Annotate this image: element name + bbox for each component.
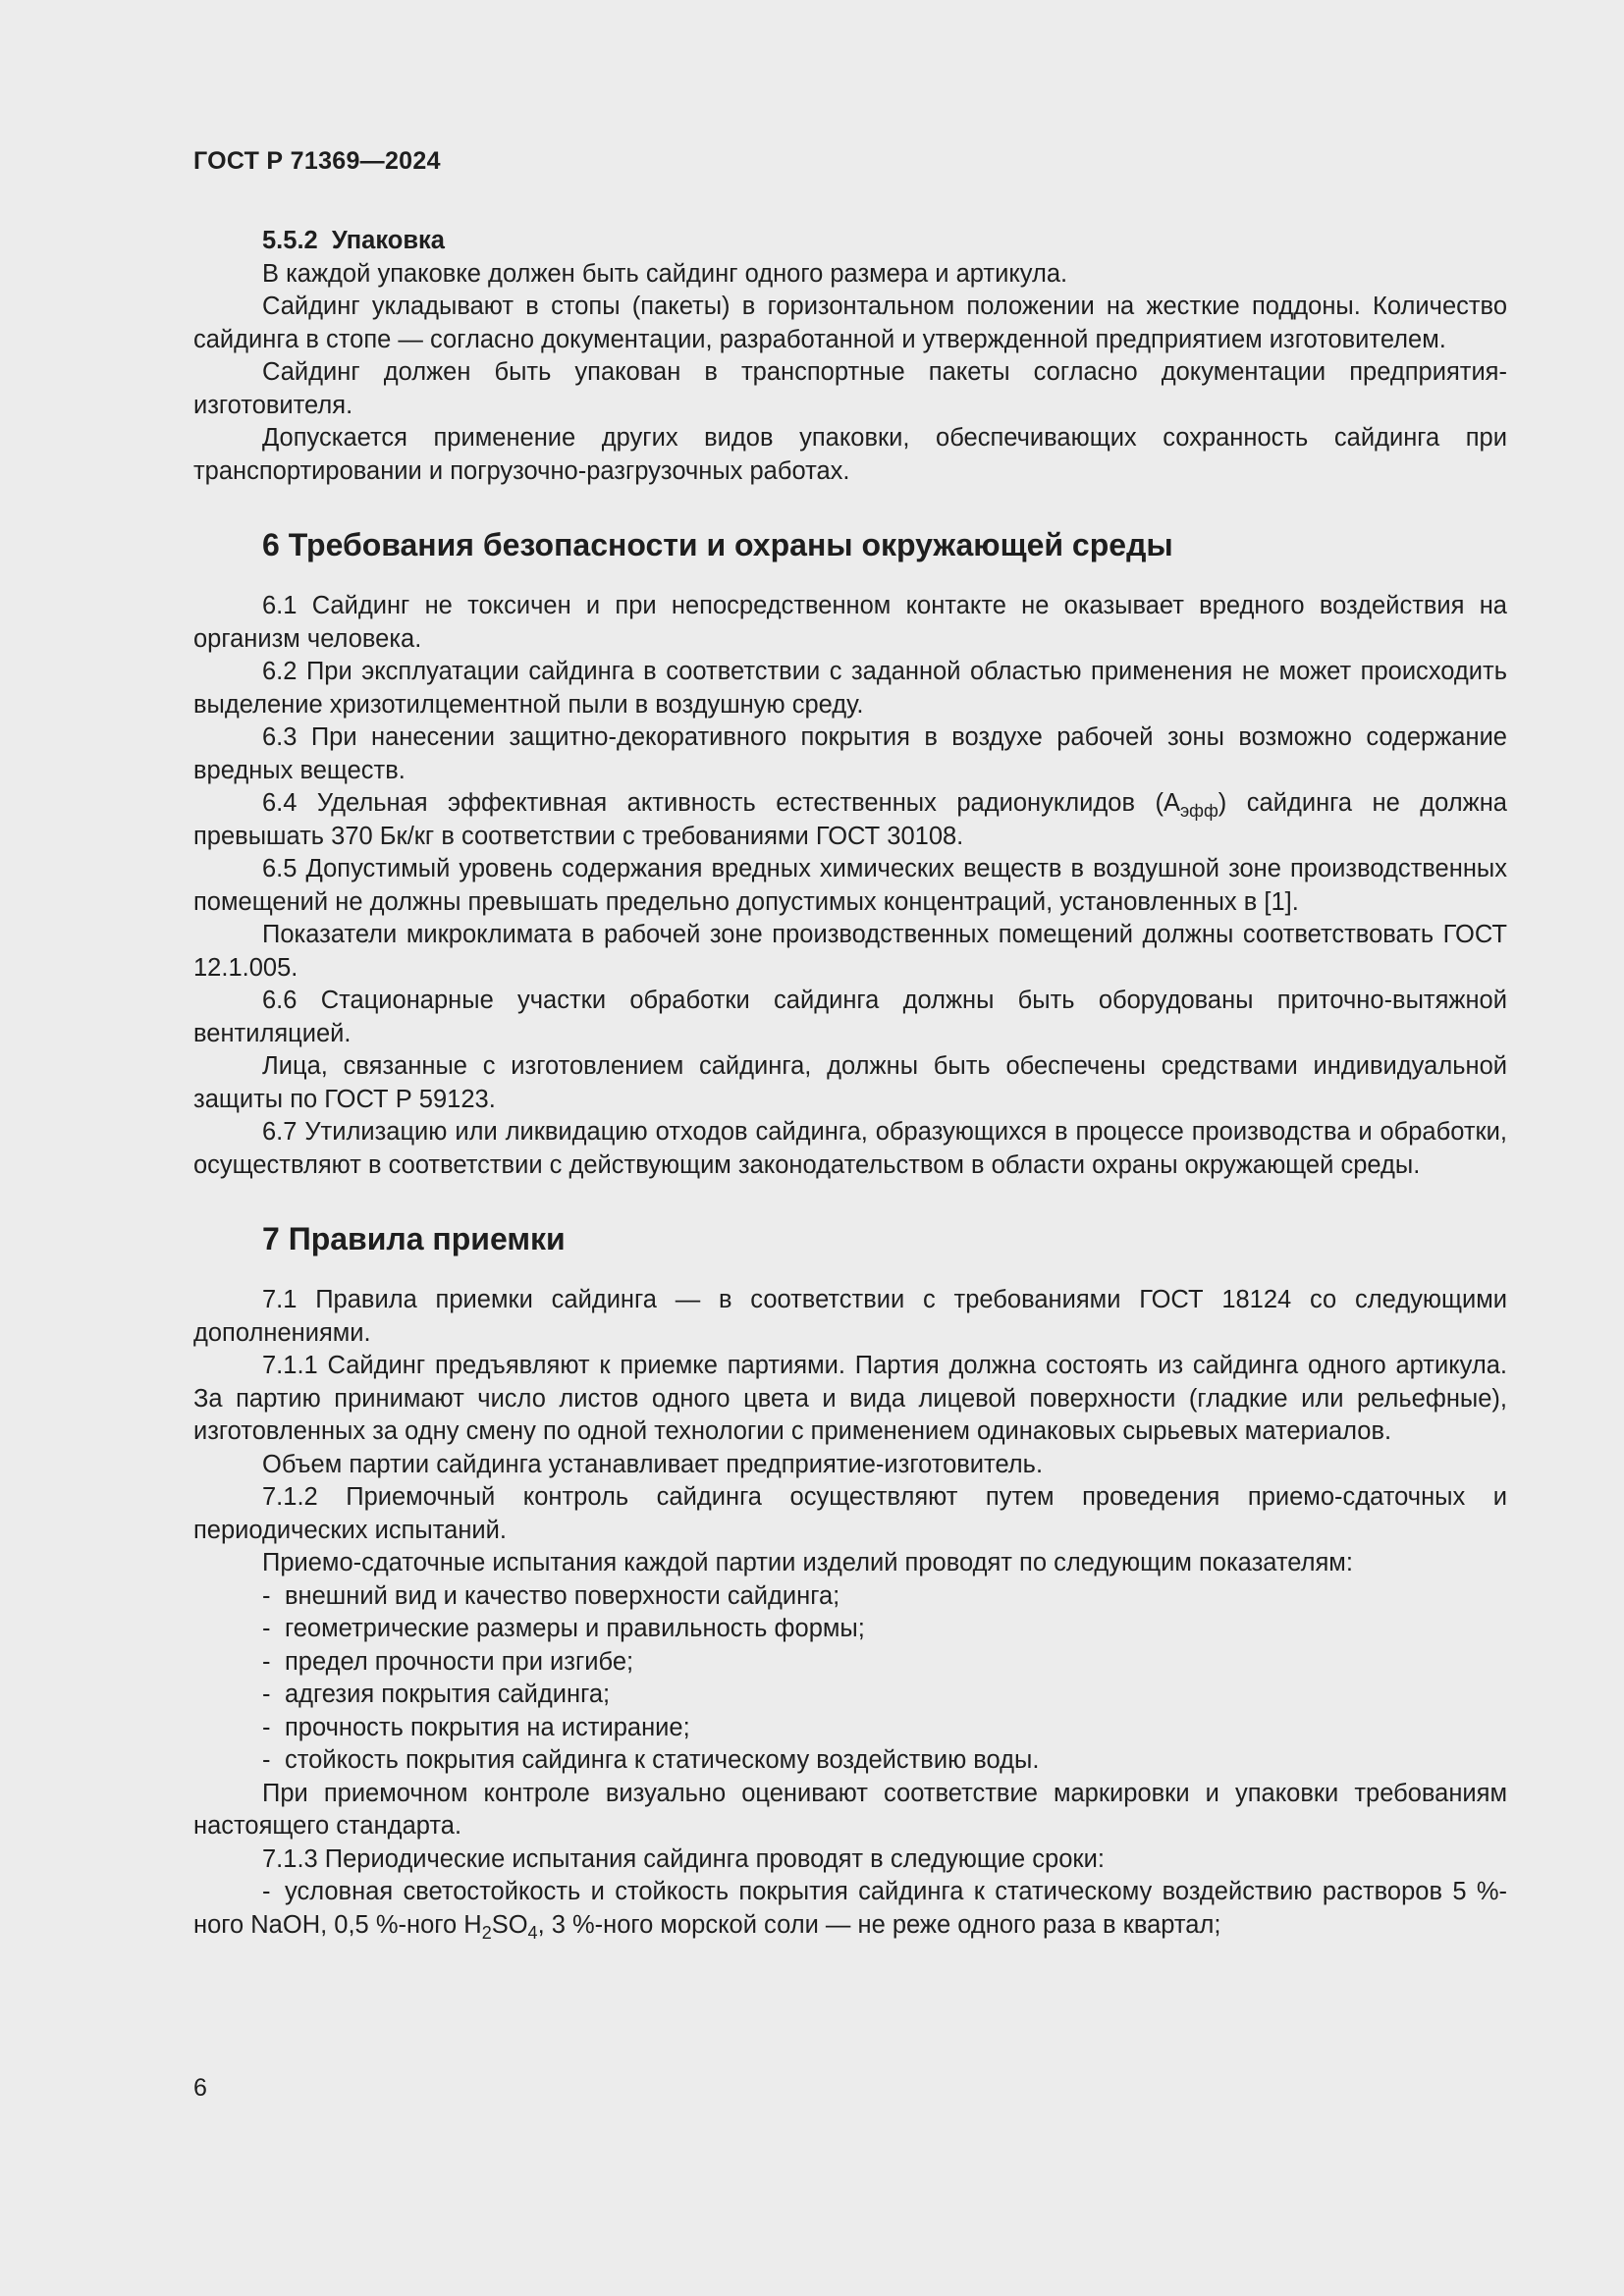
paragraph: При приемочном контроле визуально оценивают соответствие маркировки и упаковки требованиям настоящего стандарта. (193, 1779, 1507, 1840)
subscript: эфф (1179, 801, 1218, 821)
document-header: ГОСТ Р 71369—2024 (193, 147, 441, 175)
paragraph: 6.7 Утилизацию или ликвидацию отходов сайдинга, образующихся в процессе производства и обработки, осуществляют в соответствии с действующим законодательством в области охраны окружающей среды. (193, 1118, 1507, 1179)
paragraph: 6.6 Стационарные участки обработки сайдинга должны быть оборудованы приточно-вытяжной вентиляцией. (193, 987, 1507, 1047)
subscript: 4 (527, 1922, 538, 1943)
subsection-number: 5.5.2 (262, 227, 318, 254)
paragraph: 7.1.3 Периодические испытания сайдинга проводят в следующие сроки: (262, 1844, 1105, 1873)
list-item: - геометрические размеры и правильность формы; (262, 1615, 865, 1642)
text-run: SO (491, 1910, 528, 1939)
list-item: - адгезия покрытия сайдинга; (262, 1681, 611, 1708)
page-content (193, 225, 1507, 1942)
list-item-text: стойкость покрытия сайдинга к статическому воздействию воды. (285, 1746, 1040, 1774)
paragraph: Показатели микроклимата в рабочей зоне производственных помещений должны соответствовать ГОСТ 12.1.005. (193, 921, 1507, 982)
paragraph (193, 787, 1507, 853)
text-run: , 3 %-ного морской соли — не реже одного раза в квартал; (537, 1910, 1221, 1939)
paragraph: 6.2 При эксплуатации сайдинга в соответствии с заданной областью применения не может происходить выделение хризотилцементной пыли в воздушную среду. (193, 658, 1507, 719)
paragraph: 6.5 Допустимый уровень содержания вредных химических веществ в воздушной зоне производственных помещений не должны превышать предельно допустимых концентраций, установленных в [1]. (193, 855, 1507, 916)
paragraph: Лица, связанные с изготовлением сайдинга, должны быть обеспечены средствами индивидуальной защиты по ГОСТ Р 59123. (193, 1052, 1507, 1113)
paragraph: Сайдинг должен быть упакован в транспортные пакеты согласно документации предприятия-изготовителя. (193, 358, 1507, 419)
page-number: 6 (193, 2074, 207, 2102)
paragraph: 7.1.1 Сайдинг предъявляют к приемке партиями. Партия должна состоять из сайдинга одного артикула. За партию принимают число листов одного цвета и вида лицевой поверхности (гладкие или рельефные), изготовленных за одну смену по одной технологии с применением одинаковых сырьевых материалов. (193, 1352, 1507, 1445)
paragraph: Приемо-сдаточные испытания каждой партии изделий проводят по следующим показателям: (262, 1549, 1353, 1576)
paragraph: 7.1.2 Приемочный контроль сайдинга осуществляют путем проведения приемо-сдаточных и периодических испытаний. (193, 1483, 1507, 1544)
subsection-title: Упаковка (331, 227, 445, 254)
subsection-heading (193, 225, 1507, 258)
paragraph: - условная светостойкость и стойкость покрытия сайдинга к статическому воздействию растворов 5 %-ного NaOH, 0,5 %-ного $H_2SO_4$, 3 %-ного морской соли — не реже одного раза в квартал; (193, 1878, 1507, 1943)
section-heading-7: 7 Правила приемки (262, 1221, 566, 1256)
section-heading-6: 6 Требования безопасности и охраны окружающей среды (262, 527, 1173, 562)
text-run: ) сайдинга не должна превышать 370 Бк/кг в соответствии с требованиями ГОСТ 30108. (193, 789, 1507, 850)
list-item-text: предел прочности при изгибе; (285, 1647, 634, 1676)
paragraph: Сайдинг укладывают в стопы (пакеты) в горизонтальном положении на жесткие поддоны. Количество сайдинга в стопе — согласно документации, разработанной и утвержденной предприятием изготовителем. (193, 293, 1507, 353)
list-item-text: прочность покрытия на истирание; (285, 1713, 690, 1741)
list-item: - прочность покрытия на истирание; (262, 1713, 690, 1741)
text-run: 6.4 Удельная эффективная активность естественных радионуклидов (A (262, 789, 1180, 817)
subscript: 2 (481, 1922, 492, 1943)
list-item-text: адгезия покрытия сайдинга; (285, 1681, 611, 1708)
paragraph: Допускается применение других видов упаковки, обеспечивающих сохранность сайдинга при транспортировании и погрузочно-разгрузочных работах. (193, 424, 1507, 485)
paragraph: В каждой упаковке должен быть сайдинг одного размера и артикула. (262, 259, 1068, 288)
list-item: - стойкость покрытия сайдинга к статическому воздействию воды. (262, 1746, 1040, 1774)
paragraph: Объем партии сайдинга устанавливает предприятие-изготовитель. (262, 1450, 1044, 1478)
text-run: условная светостойкость и стойкость покрытия сайдинга к статическому воздействию растворов 5 %-ного NaOH, 0,5 %-ного H (193, 1878, 1507, 1939)
list-item-text: внешний вид и качество поверхности сайдинга; (285, 1581, 840, 1610)
paragraph: 6.1 Сайдинг не токсичен и при непосредственном контакте не оказывает вредного воздействия на организм человека. (193, 592, 1507, 653)
list-item: - внешний вид и качество поверхности сайдинга; (262, 1581, 840, 1610)
list-item: - предел прочности при изгибе; (262, 1647, 634, 1676)
paragraph: 7.1 Правила приемки сайдинга — в соответствии с требованиями ГОСТ 18124 со следующими дополнениями. (193, 1286, 1507, 1347)
paragraph: 6.3 При нанесении защитно-декоративного покрытия в воздухе рабочей зоны возможно содержание вредных веществ. (193, 723, 1507, 784)
list-item-text: геометрические размеры и правильность формы; (285, 1615, 865, 1642)
